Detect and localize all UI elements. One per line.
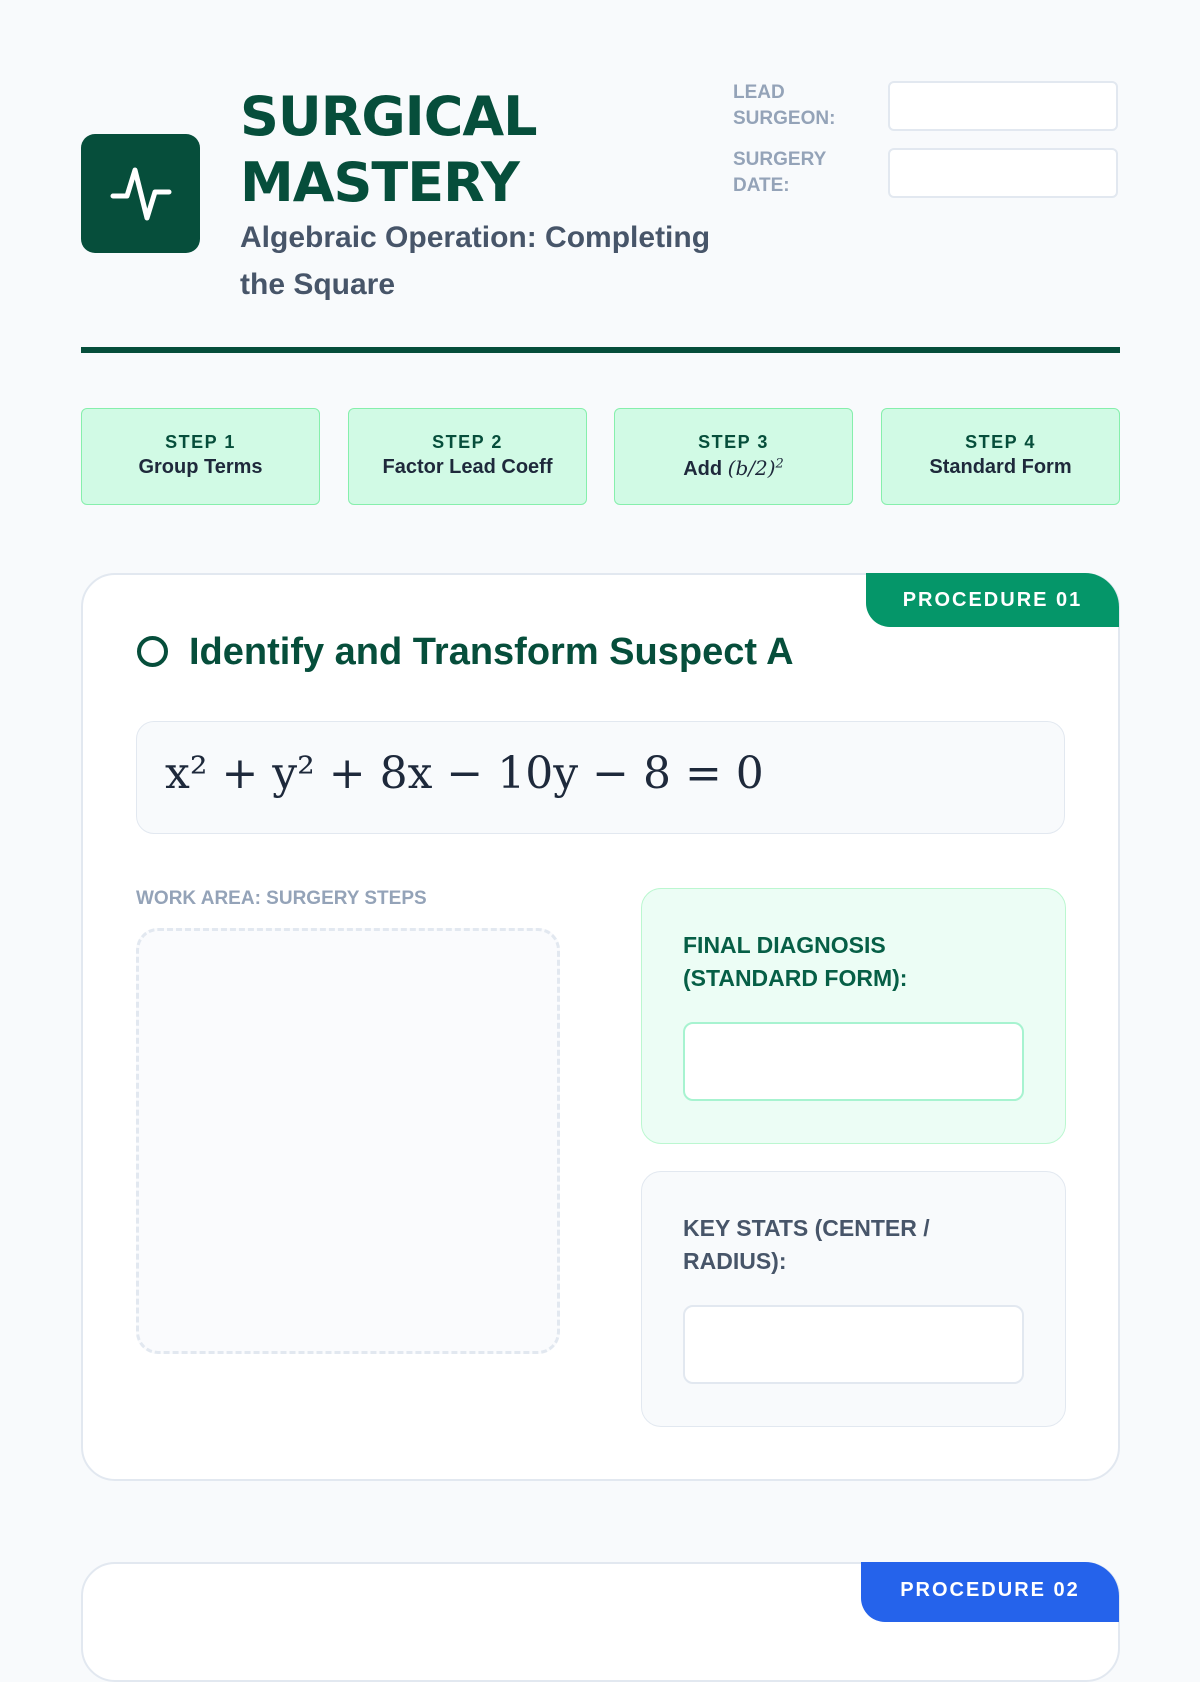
step-number: STEP 1 — [165, 432, 236, 452]
step-label: Group Terms — [138, 456, 263, 478]
header-divider — [81, 347, 1120, 353]
lead-surgeon-label: LEAD SURGEON: — [733, 82, 836, 129]
logo — [81, 134, 200, 253]
step-card-2 — [348, 408, 587, 505]
final-diagnosis-label: FINAL DIAGNOSIS (STANDARD FORM): — [683, 932, 908, 991]
procedure-checkbox[interactable] — [137, 636, 168, 667]
step-label: Factor Lead Coeff — [382, 456, 553, 478]
step-card-4 — [881, 408, 1120, 505]
final-diagnosis-input[interactable] — [683, 1022, 1024, 1101]
step-number: STEP 2 — [432, 432, 503, 452]
work-area-label: WORK AREA: SURGERY STEPS — [136, 888, 427, 909]
lead-surgeon-input[interactable] — [888, 81, 1118, 131]
key-stats-label: KEY STATS (CENTER / RADIUS): — [683, 1215, 930, 1274]
page-title: SURGICAL MASTERY — [240, 85, 537, 214]
step-number: STEP 4 — [965, 432, 1036, 452]
work-area[interactable] — [136, 928, 560, 1354]
equation-box — [136, 721, 1065, 834]
surgery-date-input[interactable] — [888, 148, 1118, 198]
step-label: Standard Form — [929, 456, 1072, 478]
step-label — [615, 456, 852, 481]
surgery-date-label: SURGERY DATE: — [733, 149, 826, 196]
procedure-badge: PROCEDURE 01 — [866, 573, 1119, 627]
problem-equation: x² + y² + 8x − 10y − 8 = 0 — [165, 748, 764, 799]
procedure-title: Identify and Transform Suspect A — [189, 631, 794, 673]
step-label-math: (b/2) — [727, 456, 776, 480]
key-stats-panel — [641, 1171, 1066, 1427]
step-label-exponent: 2 — [775, 456, 784, 472]
step-label-prefix: Add — [683, 458, 728, 480]
step-number: STEP 3 — [698, 432, 769, 452]
final-diagnosis-panel — [641, 888, 1066, 1144]
procedure-badge: PROCEDURE 02 — [861, 1562, 1119, 1622]
page-subtitle: Algebraic Operation: Completing the Square — [240, 221, 711, 301]
heartbeat-icon — [109, 162, 173, 226]
step-card-3 — [614, 408, 853, 505]
key-stats-input[interactable] — [683, 1305, 1024, 1384]
step-card-1 — [81, 408, 320, 505]
